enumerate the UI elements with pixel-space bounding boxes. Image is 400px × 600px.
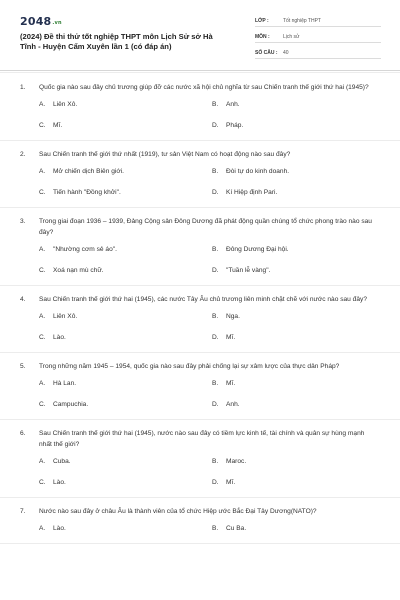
meta-row	[255, 46, 381, 59]
option-text: Xoá nạn mù chữ.	[53, 267, 104, 274]
option-text: Mở chiến dịch Biên giới.	[53, 168, 124, 175]
answer-options	[0, 379, 400, 409]
meta-key: LỚP :	[255, 18, 269, 24]
answer-option[interactable]	[212, 188, 372, 197]
question-item	[0, 141, 400, 208]
option-letter: D.	[212, 267, 219, 274]
option-text: Lào.	[53, 525, 66, 532]
question-list	[0, 74, 400, 544]
answer-option[interactable]	[39, 167, 212, 176]
header-divider	[0, 70, 400, 71]
answer-options	[0, 100, 400, 130]
option-letter: D.	[212, 479, 219, 486]
question-header	[0, 428, 400, 450]
option-letter: A.	[39, 525, 46, 532]
answer-option[interactable]	[39, 400, 212, 409]
question-header	[0, 294, 400, 305]
answer-option[interactable]	[39, 266, 212, 275]
question-text: Trong giai đoạn 1936 – 1939, Đảng Cộng sản Đông Dương đã phát động quần chúng tổ chức phong trào nào sau đây?	[39, 218, 372, 236]
option-text: "Tuần lễ vàng".	[226, 267, 271, 274]
option-letter: C.	[39, 189, 46, 196]
question-header	[0, 82, 400, 93]
option-text: Maroc.	[226, 458, 247, 465]
option-letter: A.	[39, 313, 46, 320]
question-number: 1.	[20, 84, 26, 91]
answer-option[interactable]	[212, 524, 372, 533]
meta-key: SỐ CÂU :	[255, 50, 278, 56]
question-number: 4.	[20, 296, 26, 303]
answer-option[interactable]	[39, 245, 212, 254]
question-header	[0, 361, 400, 372]
option-text: Đòi tự do kinh doanh.	[226, 168, 290, 175]
answer-option[interactable]	[39, 312, 212, 321]
question-number: 5.	[20, 363, 26, 370]
question-item	[0, 286, 400, 353]
question-text: Sau Chiến tranh thế giới thứ hai (1945), các nước Tây Âu chủ trương liên minh chặt chẽ với nước nào sau đây?	[39, 296, 367, 303]
option-letter: C.	[39, 401, 46, 408]
question-header	[0, 506, 400, 517]
option-text: Cu Ba.	[226, 525, 247, 532]
option-text: Liên Xô.	[53, 313, 78, 320]
question-item	[0, 74, 400, 141]
answer-option[interactable]	[212, 121, 372, 130]
answer-option[interactable]	[39, 333, 212, 342]
answer-option[interactable]	[39, 478, 212, 487]
question-item	[0, 208, 400, 286]
answer-option[interactable]	[212, 478, 372, 487]
option-letter: C.	[39, 334, 46, 341]
question-text: Sau Chiến tranh thế giới thứ nhất (1919), tư sản Việt Nam có hoạt động nào sau đây?	[39, 151, 291, 158]
option-text: Kí Hiệp định Pari.	[226, 189, 278, 196]
question-number: 7.	[20, 508, 26, 515]
option-letter: C.	[39, 479, 46, 486]
option-text: Pháp.	[226, 122, 244, 129]
answer-option[interactable]	[39, 524, 212, 533]
option-text: Anh.	[226, 401, 240, 408]
option-letter: A.	[39, 101, 46, 108]
option-letter: B.	[212, 313, 219, 320]
option-letter: D.	[212, 334, 219, 341]
option-letter: D.	[212, 122, 219, 129]
answer-options	[0, 524, 400, 533]
exam-meta	[255, 14, 381, 62]
question-item	[0, 498, 400, 544]
answer-options	[0, 457, 400, 487]
answer-option[interactable]	[212, 333, 372, 342]
option-text: Anh.	[226, 101, 240, 108]
meta-value: Tốt nghiệp THPT	[283, 18, 321, 24]
answer-option[interactable]	[212, 100, 372, 109]
meta-value: Lịch sử	[283, 34, 300, 40]
question-item	[0, 420, 400, 498]
option-text: Lào.	[53, 479, 66, 486]
option-text: Hà Lan.	[53, 380, 77, 387]
answer-options	[0, 245, 400, 275]
question-number: 3.	[20, 218, 26, 225]
question-header	[0, 149, 400, 160]
meta-value: 40	[283, 50, 289, 56]
answer-option[interactable]	[212, 400, 372, 409]
page-title: (2024) Đề thi thử tốt nghiệp THPT môn Lịch Sử sở Hà Tĩnh - Huyện Cẩm Xuyên lần 1 (có đáp án)	[20, 32, 213, 51]
answer-option[interactable]	[39, 100, 212, 109]
meta-row	[255, 30, 381, 43]
meta-row	[255, 14, 381, 27]
option-text: Tiến hành "Đồng khởi".	[53, 189, 121, 196]
option-text: Mĩ.	[226, 479, 236, 486]
option-text: Mĩ.	[53, 122, 63, 129]
header-divider-secondary	[0, 72, 400, 73]
answer-option[interactable]	[212, 379, 372, 388]
option-letter: B.	[212, 101, 219, 108]
answer-option[interactable]	[212, 312, 372, 321]
site-logo[interactable]	[20, 15, 62, 28]
meta-key: MÔN :	[255, 34, 270, 40]
logo-domain: .vn	[52, 20, 62, 26]
answer-option[interactable]	[39, 121, 212, 130]
option-text: Đông Dương Đại hội.	[226, 246, 289, 253]
option-letter: B.	[212, 380, 219, 387]
option-letter: C.	[39, 122, 46, 129]
answer-option[interactable]	[212, 167, 372, 176]
option-text: Mĩ.	[226, 334, 236, 341]
question-text: Trong những năm 1945 – 1954, quốc gia nào sau đây phải chống lại sự xâm lược của thực dân Pháp?	[39, 363, 340, 370]
option-letter: B.	[212, 458, 219, 465]
option-letter: B.	[212, 246, 219, 253]
answer-option[interactable]	[39, 457, 212, 466]
option-text: "Nhường cơm sẻ áo".	[53, 246, 117, 253]
answer-options	[0, 312, 400, 342]
question-text: Quốc gia nào sau đây chủ trương giúp đỡ các nước xã hội chủ nghĩa từ sau Chiến tranh thế giới thứ hai (1945)?	[39, 84, 369, 91]
option-text: Lào.	[53, 334, 66, 341]
option-text: Campuchia.	[53, 401, 89, 408]
option-letter: D.	[212, 189, 219, 196]
answer-option[interactable]	[212, 245, 372, 254]
option-letter: A.	[39, 380, 46, 387]
option-letter: B.	[212, 525, 219, 532]
question-number: 2.	[20, 151, 26, 158]
answer-option[interactable]	[39, 379, 212, 388]
header	[0, 0, 400, 68]
option-letter: A.	[39, 246, 46, 253]
answer-option[interactable]	[212, 266, 372, 275]
answer-option[interactable]	[212, 457, 372, 466]
option-text: Nga.	[226, 313, 240, 320]
option-letter: A.	[39, 168, 46, 175]
question-text: Sau Chiến tranh thế giới thứ hai (1945), nước nào sau đây có tiềm lực kinh tế, tài chính và quân sự hùng mạnh nhất thế giới?	[39, 430, 365, 448]
option-letter: C.	[39, 267, 46, 274]
question-number: 6.	[20, 430, 26, 437]
option-text: Cuba.	[53, 458, 71, 465]
logo-text: 2048	[20, 15, 52, 28]
option-text: Liên Xô.	[53, 101, 78, 108]
option-letter: A.	[39, 458, 46, 465]
option-letter: D.	[212, 401, 219, 408]
answer-option[interactable]	[39, 188, 212, 197]
question-header	[0, 216, 400, 238]
option-text: Mĩ.	[226, 380, 236, 387]
question-item	[0, 353, 400, 420]
answer-options	[0, 167, 400, 197]
question-text: Nước nào sau đây ở châu Âu là thành viên của tổ chức Hiệp ước Bắc Đại Tây Dương(NATO)?	[39, 508, 317, 515]
option-letter: B.	[212, 168, 219, 175]
